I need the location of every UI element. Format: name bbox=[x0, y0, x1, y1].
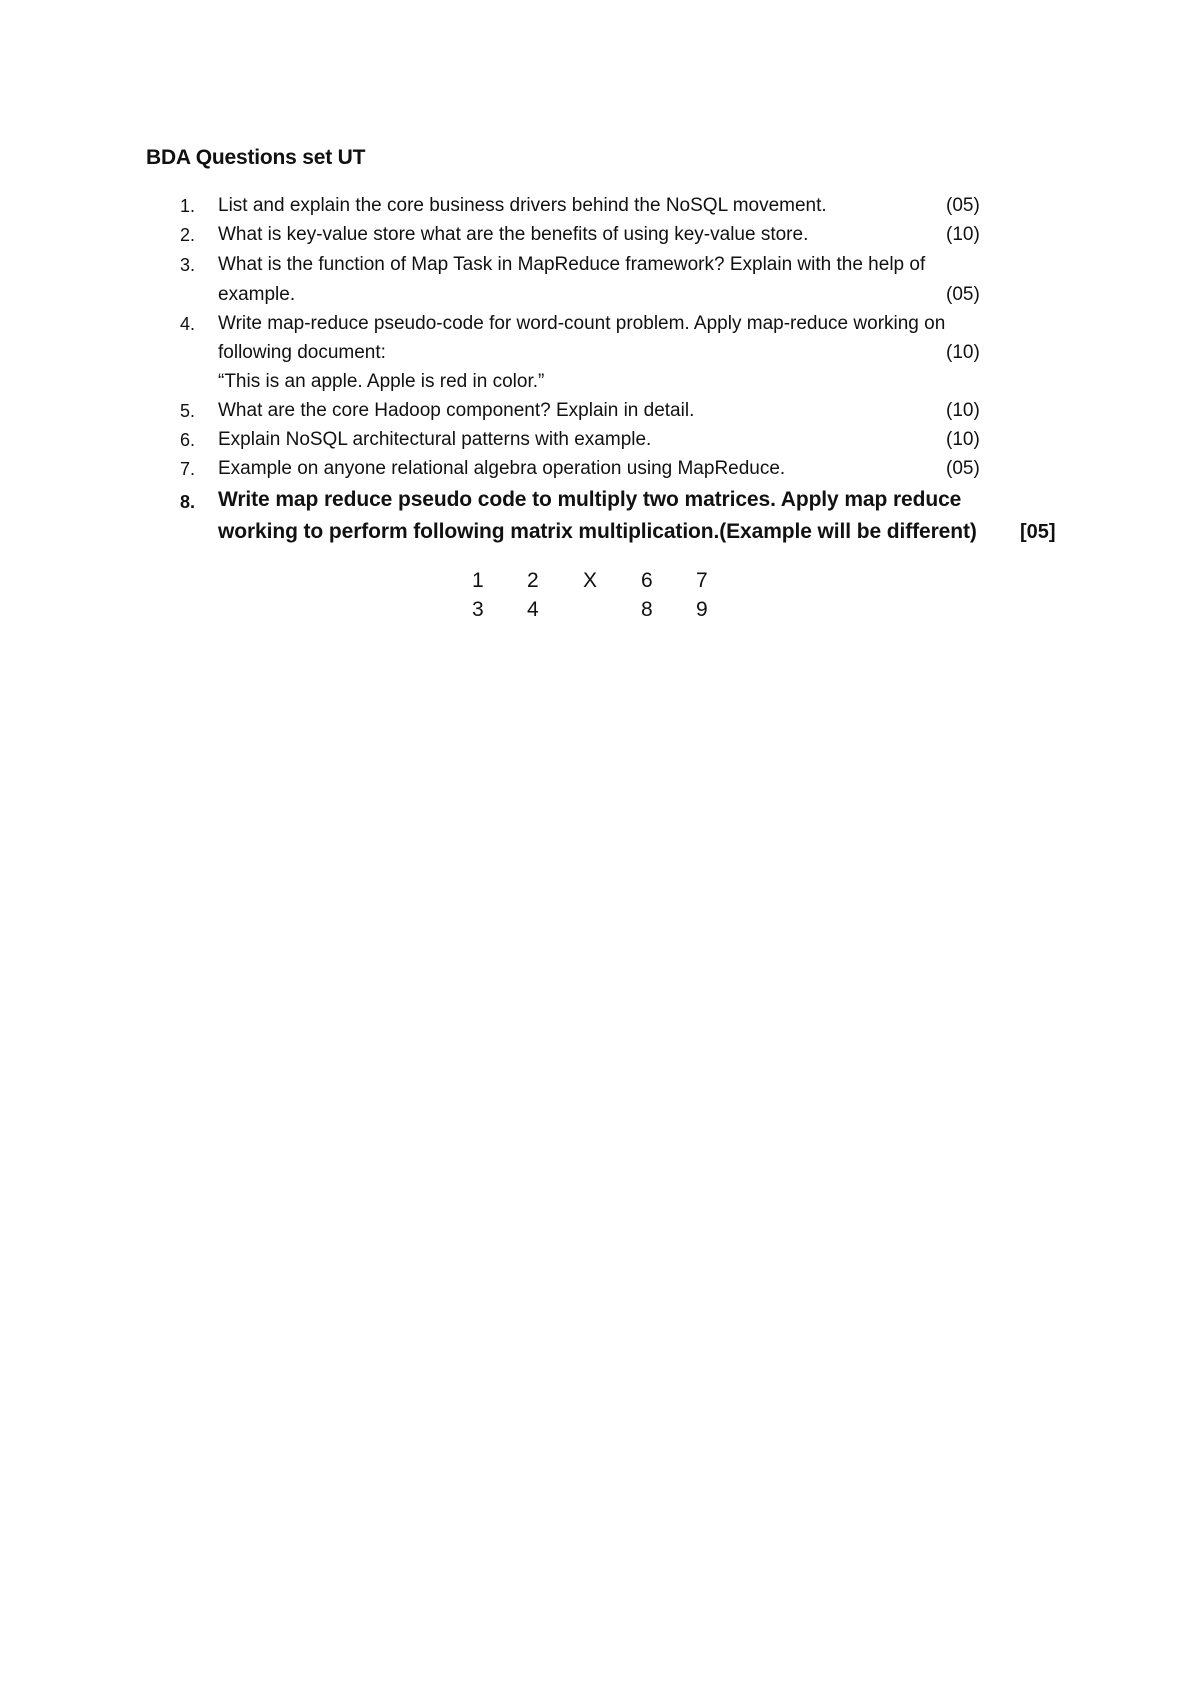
question-7-marks: (05) bbox=[946, 458, 980, 479]
question-1-text: List and explain the core business drivers behind the NoSQL movement. bbox=[218, 195, 827, 216]
matrix-b-cell: 6 bbox=[641, 569, 653, 592]
question-4-text-line-1: Write map-reduce pseudo-code for word-count problem. Apply map-reduce working on bbox=[218, 313, 946, 334]
matrix-a-cell: 3 bbox=[472, 598, 484, 621]
question-7-number: 7. bbox=[180, 459, 196, 479]
matrix-a-cell: 2 bbox=[527, 569, 539, 592]
question-3-text-line-1: What is the function of Map Task in MapReduce framework? Explain with the help of bbox=[218, 254, 926, 275]
question-6-text: Explain NoSQL architectural patterns with example. bbox=[218, 429, 652, 450]
question-5-number: 5. bbox=[180, 401, 196, 421]
question-2-text: What is key-value store what are the benefits of using key-value store. bbox=[218, 224, 809, 245]
question-3-text-line-2: example. bbox=[218, 284, 296, 305]
matrix-b-cell: 9 bbox=[696, 598, 708, 621]
matrix-b-cell: 7 bbox=[696, 569, 708, 592]
question-4-quote: “This is an apple. Apple is red in color.” bbox=[218, 371, 545, 392]
question-5-marks: (10) bbox=[946, 400, 980, 421]
question-4-marks: (10) bbox=[946, 342, 980, 363]
question-4-text-line-2: following document: bbox=[218, 342, 386, 363]
question-2-number: 2. bbox=[180, 225, 196, 245]
question-5-text: What are the core Hadoop component? Explain in detail. bbox=[218, 400, 695, 421]
question-1-marks: (05) bbox=[946, 195, 980, 216]
question-3-number: 3. bbox=[180, 255, 196, 275]
question-8-text-line-1: Write map reduce pseudo code to multiply two matrices. Apply map reduce bbox=[218, 488, 962, 511]
question-8-text-line-2: working to perform following matrix multiplication.(Example will be different) bbox=[218, 520, 977, 543]
matrix-b-cell: 8 bbox=[641, 598, 653, 621]
question-6-marks: (10) bbox=[946, 429, 980, 450]
question-3-marks: (05) bbox=[946, 284, 980, 305]
matrix-a-cell: 4 bbox=[527, 598, 539, 621]
multiply-sign: X bbox=[583, 569, 598, 592]
question-7-text: Example on anyone relational algebra operation using MapReduce. bbox=[218, 458, 786, 479]
question-1-number: 1. bbox=[180, 196, 196, 216]
question-4-number: 4. bbox=[180, 314, 196, 334]
document-title: BDA Questions set UT bbox=[146, 146, 366, 169]
question-8-marks: [05] bbox=[1020, 521, 1056, 543]
question-2-marks: (10) bbox=[946, 224, 980, 245]
matrix-a-cell: 1 bbox=[472, 569, 484, 592]
question-6-number: 6. bbox=[180, 430, 196, 450]
question-8-number: 8. bbox=[180, 492, 196, 512]
